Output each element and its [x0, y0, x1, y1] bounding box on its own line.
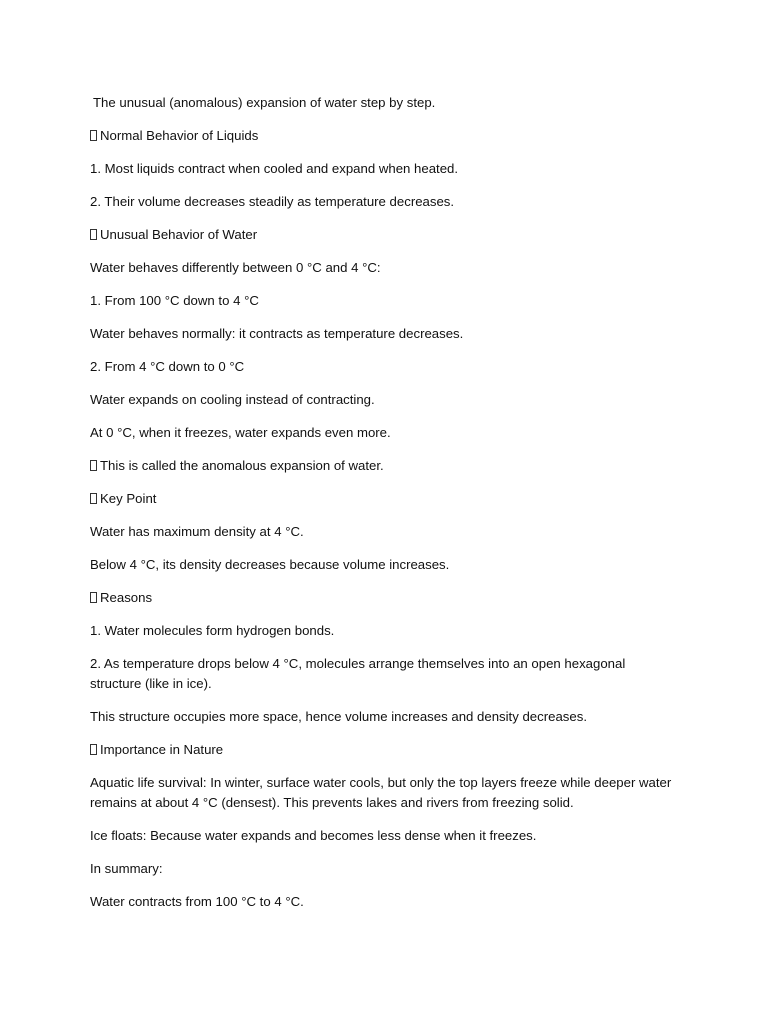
importance-1: Aquatic life survival: In winter, surface water cools, but only the top layers freeze while deeper water remains at about 4 °C (densest). This prevents lakes and rivers from freezing solid.	[90, 775, 675, 810]
missing-glyph-icon	[90, 592, 97, 603]
heading-normal-behavior-text: Normal Behavior of Liquids	[100, 128, 259, 143]
step-1: 1. From 100 °C down to 4 °C	[90, 293, 259, 308]
anomalous-note	[90, 456, 680, 476]
normal-point-1: 1. Most liquids contract when cooled and expand when heated.	[90, 161, 459, 176]
step-2: 2. From 4 °C down to 0 °C	[90, 359, 245, 374]
importance-2: Ice floats: Because water expands and becomes less dense when it freezes.	[90, 828, 537, 843]
reason-3: This structure occupies more space, hence volume increases and density decreases.	[90, 709, 587, 724]
heading-reasons-text: Reasons	[100, 590, 153, 605]
heading-reasons	[90, 588, 680, 608]
summary-label: In summary:	[90, 861, 163, 876]
missing-glyph-icon	[90, 130, 97, 141]
heading-key-point	[90, 489, 680, 509]
reason-2: 2. As temperature drops below 4 °C, molecules arrange themselves into an open hexagonal structure (like in ice).	[90, 656, 629, 691]
heading-unusual-behavior	[90, 225, 680, 245]
unusual-intro: Water behaves differently between 0 °C and 4 °C:	[90, 260, 381, 275]
step-1-description: Water behaves normally: it contracts as temperature decreases.	[90, 326, 464, 341]
missing-glyph-icon	[90, 460, 97, 471]
document-title: The unusual (anomalous) expansion of water step by step.	[93, 95, 436, 110]
summary-1: Water contracts from 100 °C to 4 °C.	[90, 894, 304, 909]
key-point-1: Water has maximum density at 4 °C.	[90, 524, 304, 539]
heading-importance	[90, 740, 680, 760]
missing-glyph-icon	[90, 493, 97, 504]
heading-normal-behavior	[90, 126, 680, 146]
heading-unusual-behavior-text: Unusual Behavior of Water	[100, 227, 258, 242]
freeze-note: At 0 °C, when it freezes, water expands even more.	[90, 425, 391, 440]
document-body	[90, 93, 680, 925]
reason-1: 1. Water molecules form hydrogen bonds.	[90, 623, 335, 638]
step-2-description: Water expands on cooling instead of contracting.	[90, 392, 375, 407]
heading-key-point-text: Key Point	[100, 491, 157, 506]
heading-importance-text: Importance in Nature	[100, 742, 224, 757]
key-point-2: Below 4 °C, its density decreases because volume increases.	[90, 557, 450, 572]
missing-glyph-icon	[90, 229, 97, 240]
missing-glyph-icon	[90, 744, 97, 755]
anomalous-note-text: This is called the anomalous expansion of water.	[100, 458, 384, 473]
normal-point-2: 2. Their volume decreases steadily as temperature decreases.	[90, 194, 455, 209]
